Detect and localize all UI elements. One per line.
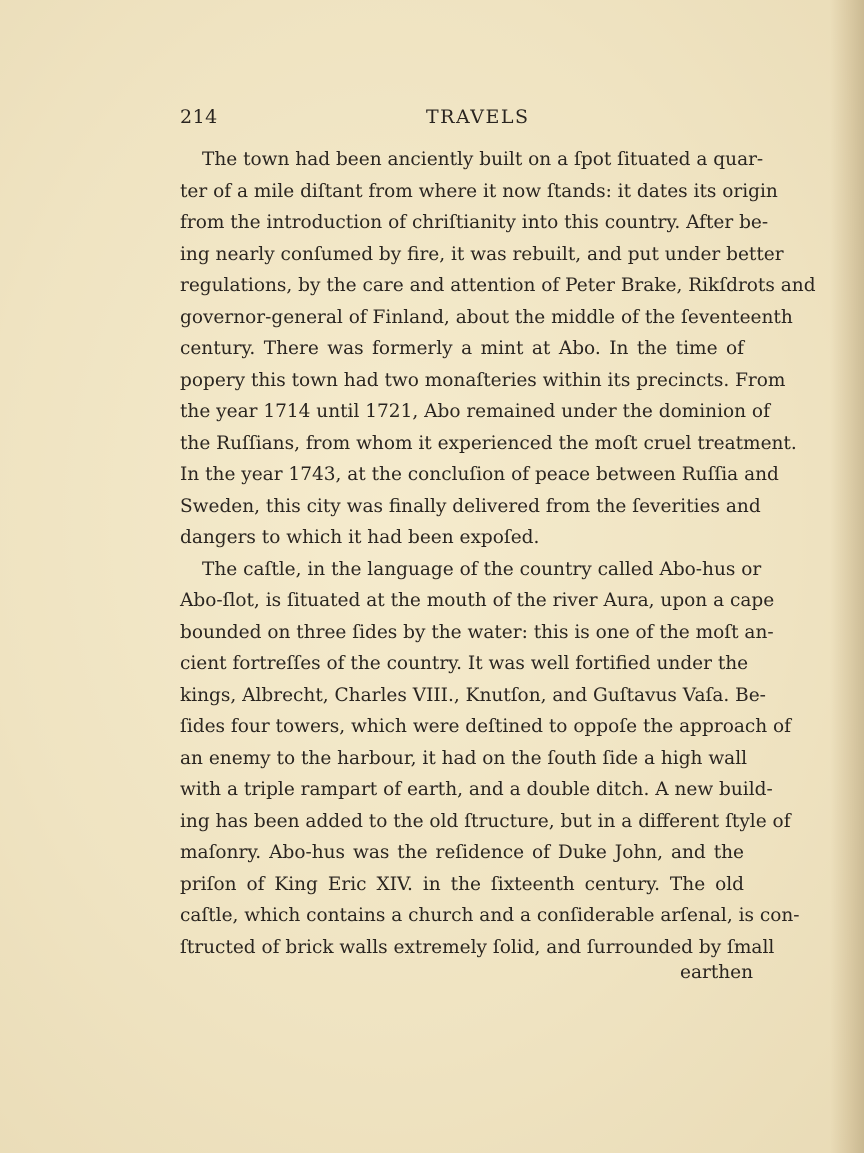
- text-line: the Ruſſians, from whom it experienced the moſt cruel treatment.: [180, 432, 797, 454]
- text-line: with a triple rampart of earth, and a double ditch. A new build-: [180, 779, 773, 800]
- text-line: Sweden, this city was finally delivered from the ſeverities and: [180, 495, 761, 517]
- text-line: The caſtle, in the language of the country called Abo-hus or: [202, 558, 762, 580]
- text-line: The town had been anciently built on a ſpot ſituated a quar-: [202, 149, 764, 170]
- text-line: ing nearly conſumed by fire, it was rebuilt, and put under better: [180, 243, 784, 265]
- text-line: caſtle, which contains a church and a conſiderable arſenal, is con-: [180, 905, 800, 926]
- text-line: governor-general of Finland, about the middle of the ſeventeenth: [180, 306, 793, 328]
- running-title: TRAVELS: [426, 106, 530, 128]
- text-line: the year 1714 until 1721, Abo remained under the dominion of: [180, 401, 770, 422]
- text-line: maſonry. Abo-hus was the reſidence of Duke John, and the: [180, 842, 744, 863]
- text-line: In the year 1743, at the concluſion of peace between Ruſſia and: [180, 464, 779, 485]
- text-line: kings, Albrecht, Charles VIII., Knutſon, and Guſtavus Vaſa. Be-: [180, 684, 766, 706]
- text-line: regulations, by the care and attention of Peter Brake, Rikſdrots and: [180, 275, 816, 296]
- text-line: an enemy to the harbour, it had on the ſouth ſide a high wall: [180, 747, 748, 769]
- text-line: ſtructed of brick walls extremely ſolid, and ſurrounded by ſmall: [180, 936, 775, 958]
- text-line: bounded on three ſides by the water: this is one of the moſt an-: [180, 621, 774, 643]
- text-line: century. There was formerly a mint at Abo. In the time of: [180, 338, 744, 359]
- page-number: 214: [180, 106, 218, 128]
- text-line: dangers to which it had been expoſed.: [180, 527, 540, 548]
- text-line: priſon of King Eric XIV. in the ſixteenth century. The old: [180, 873, 744, 895]
- running-head: [180, 106, 780, 134]
- text-line: ing has been added to the old ſtructure, but in a different ſtyle of: [180, 810, 791, 832]
- text-line: ſides four towers, which were deſtined to oppoſe the approach of: [180, 716, 791, 737]
- text-line: cient fortreſſes of the country. It was well fortified under the: [180, 653, 749, 674]
- text-line: from the introduction of chriſtianity into this country. After be-: [180, 212, 769, 233]
- body-text: [180, 144, 816, 963]
- catchword: earthen: [680, 962, 754, 983]
- text-line: popery this town had two monaſteries within its precincts. From: [180, 369, 786, 391]
- text-line: Abo-ſlot, is ſituated at the mouth of the river Aura, upon a cape: [180, 590, 775, 611]
- text-line: ter of a mile diſtant from where it now ſtands: it dates its origin: [180, 180, 778, 202]
